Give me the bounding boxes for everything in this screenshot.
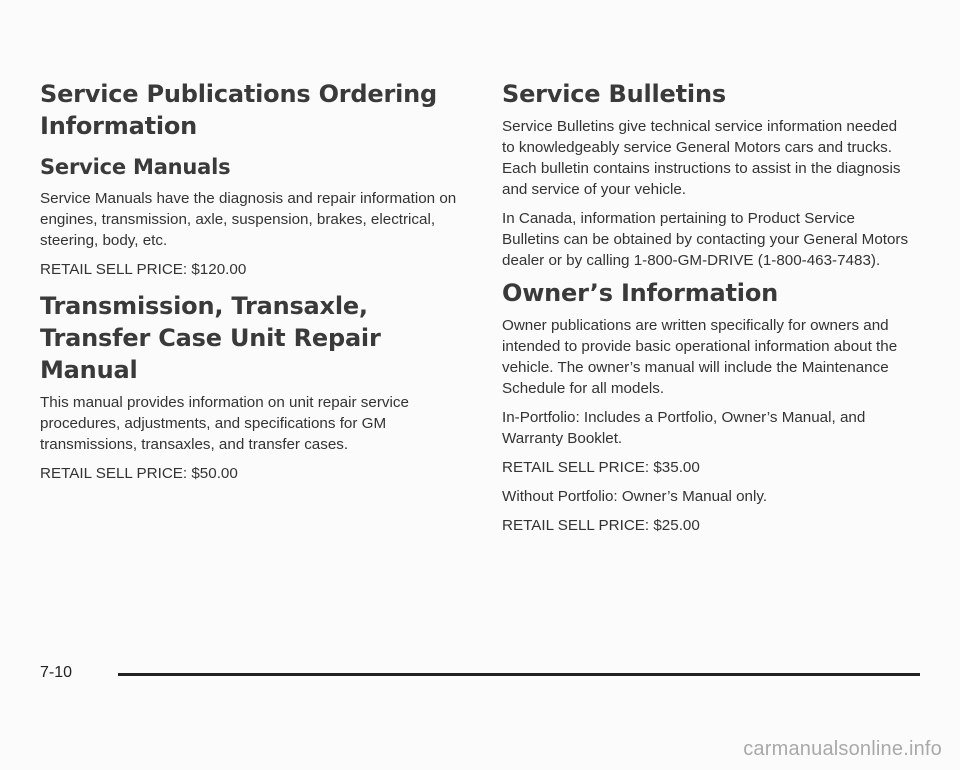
owners-information-heading: Owner’s Information [502,279,778,307]
page-title: Service Publications Ordering Information [40,80,437,140]
without-portfolio-price: RETAIL SELL PRICE: $25.00 [502,517,700,534]
without-portfolio-description: Without Portfolio: Owner’s Manual only. [502,488,768,505]
footer-rule [118,673,920,676]
service-bulletins-canada: In Canada, information pertaining to Product Service Bulletins can be obtained by contacting your General Motors dealer or by calling 1-800-GM-DRIVE (1-800-463-7483). [502,210,909,269]
service-manuals-heading: Service Manuals [40,155,231,179]
service-bulletins-description: Service Bulletins give technical service information needed to knowledgeably service General Motors cars and trucks. Each bulletin contains instructions to assist in the diagnosis and service of your vehicle. [502,118,901,198]
watermark-text: carmanualsonline.info [743,738,942,760]
transmission-manual-price: RETAIL SELL PRICE: $50.00 [40,465,238,482]
in-portfolio-price: RETAIL SELL PRICE: $35.00 [502,459,700,476]
left-column [40,78,460,484]
right-column [502,78,912,536]
owners-information-description: Owner publications are written specifically for owners and intended to provide basic operational information about the vehicle. The owner’s manual will include the Maintenance Schedule for all models. [502,317,898,397]
service-manuals-description: Service Manuals have the diagnosis and repair information on engines, transmission, axle, suspension, brakes, electrical, steering, body, etc. [40,190,457,249]
service-manuals-price: RETAIL SELL PRICE: $120.00 [40,261,247,278]
transmission-manual-description: This manual provides information on unit repair service procedures, adjustments, and specifications for GM transmissions, transaxles, and transfer cases. [40,394,409,453]
transmission-manual-heading: Transmission, Transaxle, Transfer Case Unit Repair Manual [40,292,381,384]
in-portfolio-description: In-Portfolio: Includes a Portfolio, Owner’s Manual, and Warranty Booklet. [502,409,866,447]
page-number: 7-10 [40,664,73,681]
service-bulletins-heading: Service Bulletins [502,80,726,108]
